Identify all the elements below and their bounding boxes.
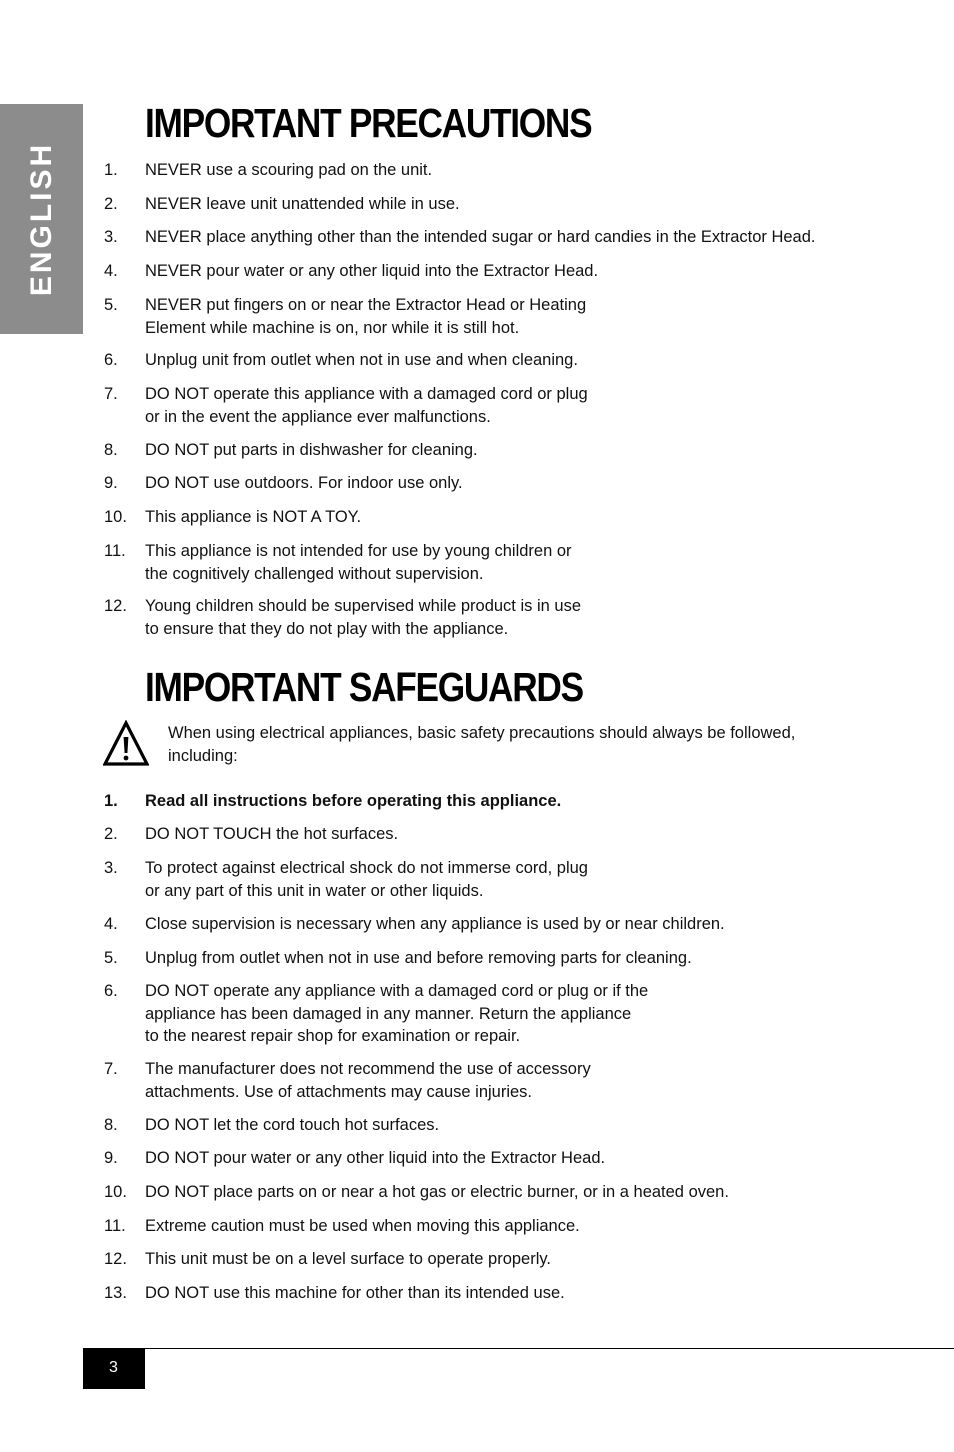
item-text: DO NOT operate this appliance with a damaged cord or plug or in the event the appliance ever malfunctions. [145, 385, 588, 426]
precautions-heading: IMPORTANT PRECAUTIONS [145, 100, 592, 146]
item-number: 9. [104, 1149, 118, 1167]
item-text: NEVER place anything other than the intended sugar or hard candies in the Extractor Head. [145, 228, 816, 246]
item-text: DO NOT TOUCH the hot surfaces. [145, 825, 399, 843]
item-text: DO NOT pour water or any other liquid into the Extractor Head. [145, 1149, 606, 1167]
item-text: Unplug from outlet when not in use and before removing parts for cleaning. [145, 949, 692, 967]
safeguards-heading: IMPORTANT SAFEGUARDS [145, 664, 583, 710]
item-number: 6. [104, 351, 118, 369]
warning-triangle-icon [103, 720, 149, 766]
item-number: 4. [104, 915, 118, 933]
item-number: 13. [104, 1284, 127, 1302]
item-number: 5. [104, 949, 118, 967]
item-number: 5. [104, 296, 118, 314]
item-number: 2. [104, 825, 118, 843]
item-text: DO NOT use this machine for other than its intended use. [145, 1284, 565, 1302]
item-number: 10. [104, 1183, 127, 1201]
item-number: 6. [104, 982, 118, 1000]
item-text: NEVER pour water or any other liquid into the Extractor Head. [145, 262, 599, 280]
item-text: Close supervision is necessary when any appliance is used by or near children. [145, 915, 725, 933]
item-text: DO NOT operate any appliance with a damaged cord or plug or if the appliance has been damaged in any manner. Return the appliance to the nearest repair shop for examination or repair. [145, 982, 649, 1045]
item-text: Extreme caution must be used when moving this appliance. [145, 1217, 580, 1235]
footer-rule [83, 1348, 954, 1349]
item-number: 11. [104, 1217, 126, 1235]
item-number: 8. [104, 1116, 118, 1134]
item-number: 8. [104, 441, 118, 459]
item-number: 10. [104, 508, 127, 526]
safeguards-intro: When using electrical appliances, basic safety precautions should always be followed, including: [168, 724, 796, 765]
item-text: This appliance is not intended for use by young children or the cognitively challenged without supervision. [145, 542, 572, 583]
item-text: DO NOT let the cord touch hot surfaces. [145, 1116, 440, 1134]
item-number: 12. [104, 597, 127, 615]
page-number: 3 [109, 1359, 118, 1376]
item-number: 12. [104, 1250, 127, 1268]
item-number: 4. [104, 262, 118, 280]
item-number: 7. [104, 385, 118, 403]
language-tab-label: ENGLISH [24, 141, 58, 297]
item-number: 1. [104, 792, 118, 810]
item-text: The manufacturer does not recommend the use of accessory attachments. Use of attachments may cause injuries. [145, 1060, 591, 1101]
item-text: This unit must be on a level surface to operate properly. [145, 1250, 551, 1268]
item-text: Read all instructions before operating this appliance. [145, 792, 562, 810]
item-number: 7. [104, 1060, 118, 1078]
item-text: DO NOT put parts in dishwasher for cleaning. [145, 441, 478, 459]
item-number: 2. [104, 195, 118, 213]
item-number: 3. [104, 228, 118, 246]
item-text: Unplug unit from outlet when not in use and when cleaning. [145, 351, 578, 369]
item-text: This appliance is NOT A TOY. [145, 508, 362, 526]
item-text: NEVER leave unit unattended while in use. [145, 195, 460, 213]
item-number: 1. [104, 161, 118, 179]
item-text: DO NOT use outdoors. For indoor use only. [145, 474, 463, 492]
language-tab [0, 104, 83, 334]
item-text: To protect against electrical shock do not immerse cord, plug or any part of this unit in water or other liquids. [145, 859, 588, 900]
item-number: 11. [104, 542, 126, 560]
item-text: NEVER put fingers on or near the Extractor Head or Heating Element while machine is on, nor while it is still hot. [145, 296, 587, 337]
item-text: DO NOT place parts on or near a hot gas or electric burner, or in a heated oven. [145, 1183, 729, 1201]
item-text: Young children should be supervised while product is in use to ensure that they do not play with the appliance. [145, 597, 582, 638]
item-number: 3. [104, 859, 118, 877]
item-number: 9. [104, 474, 118, 492]
item-text: NEVER use a scouring pad on the unit. [145, 161, 433, 179]
page-number-box [83, 1348, 145, 1389]
